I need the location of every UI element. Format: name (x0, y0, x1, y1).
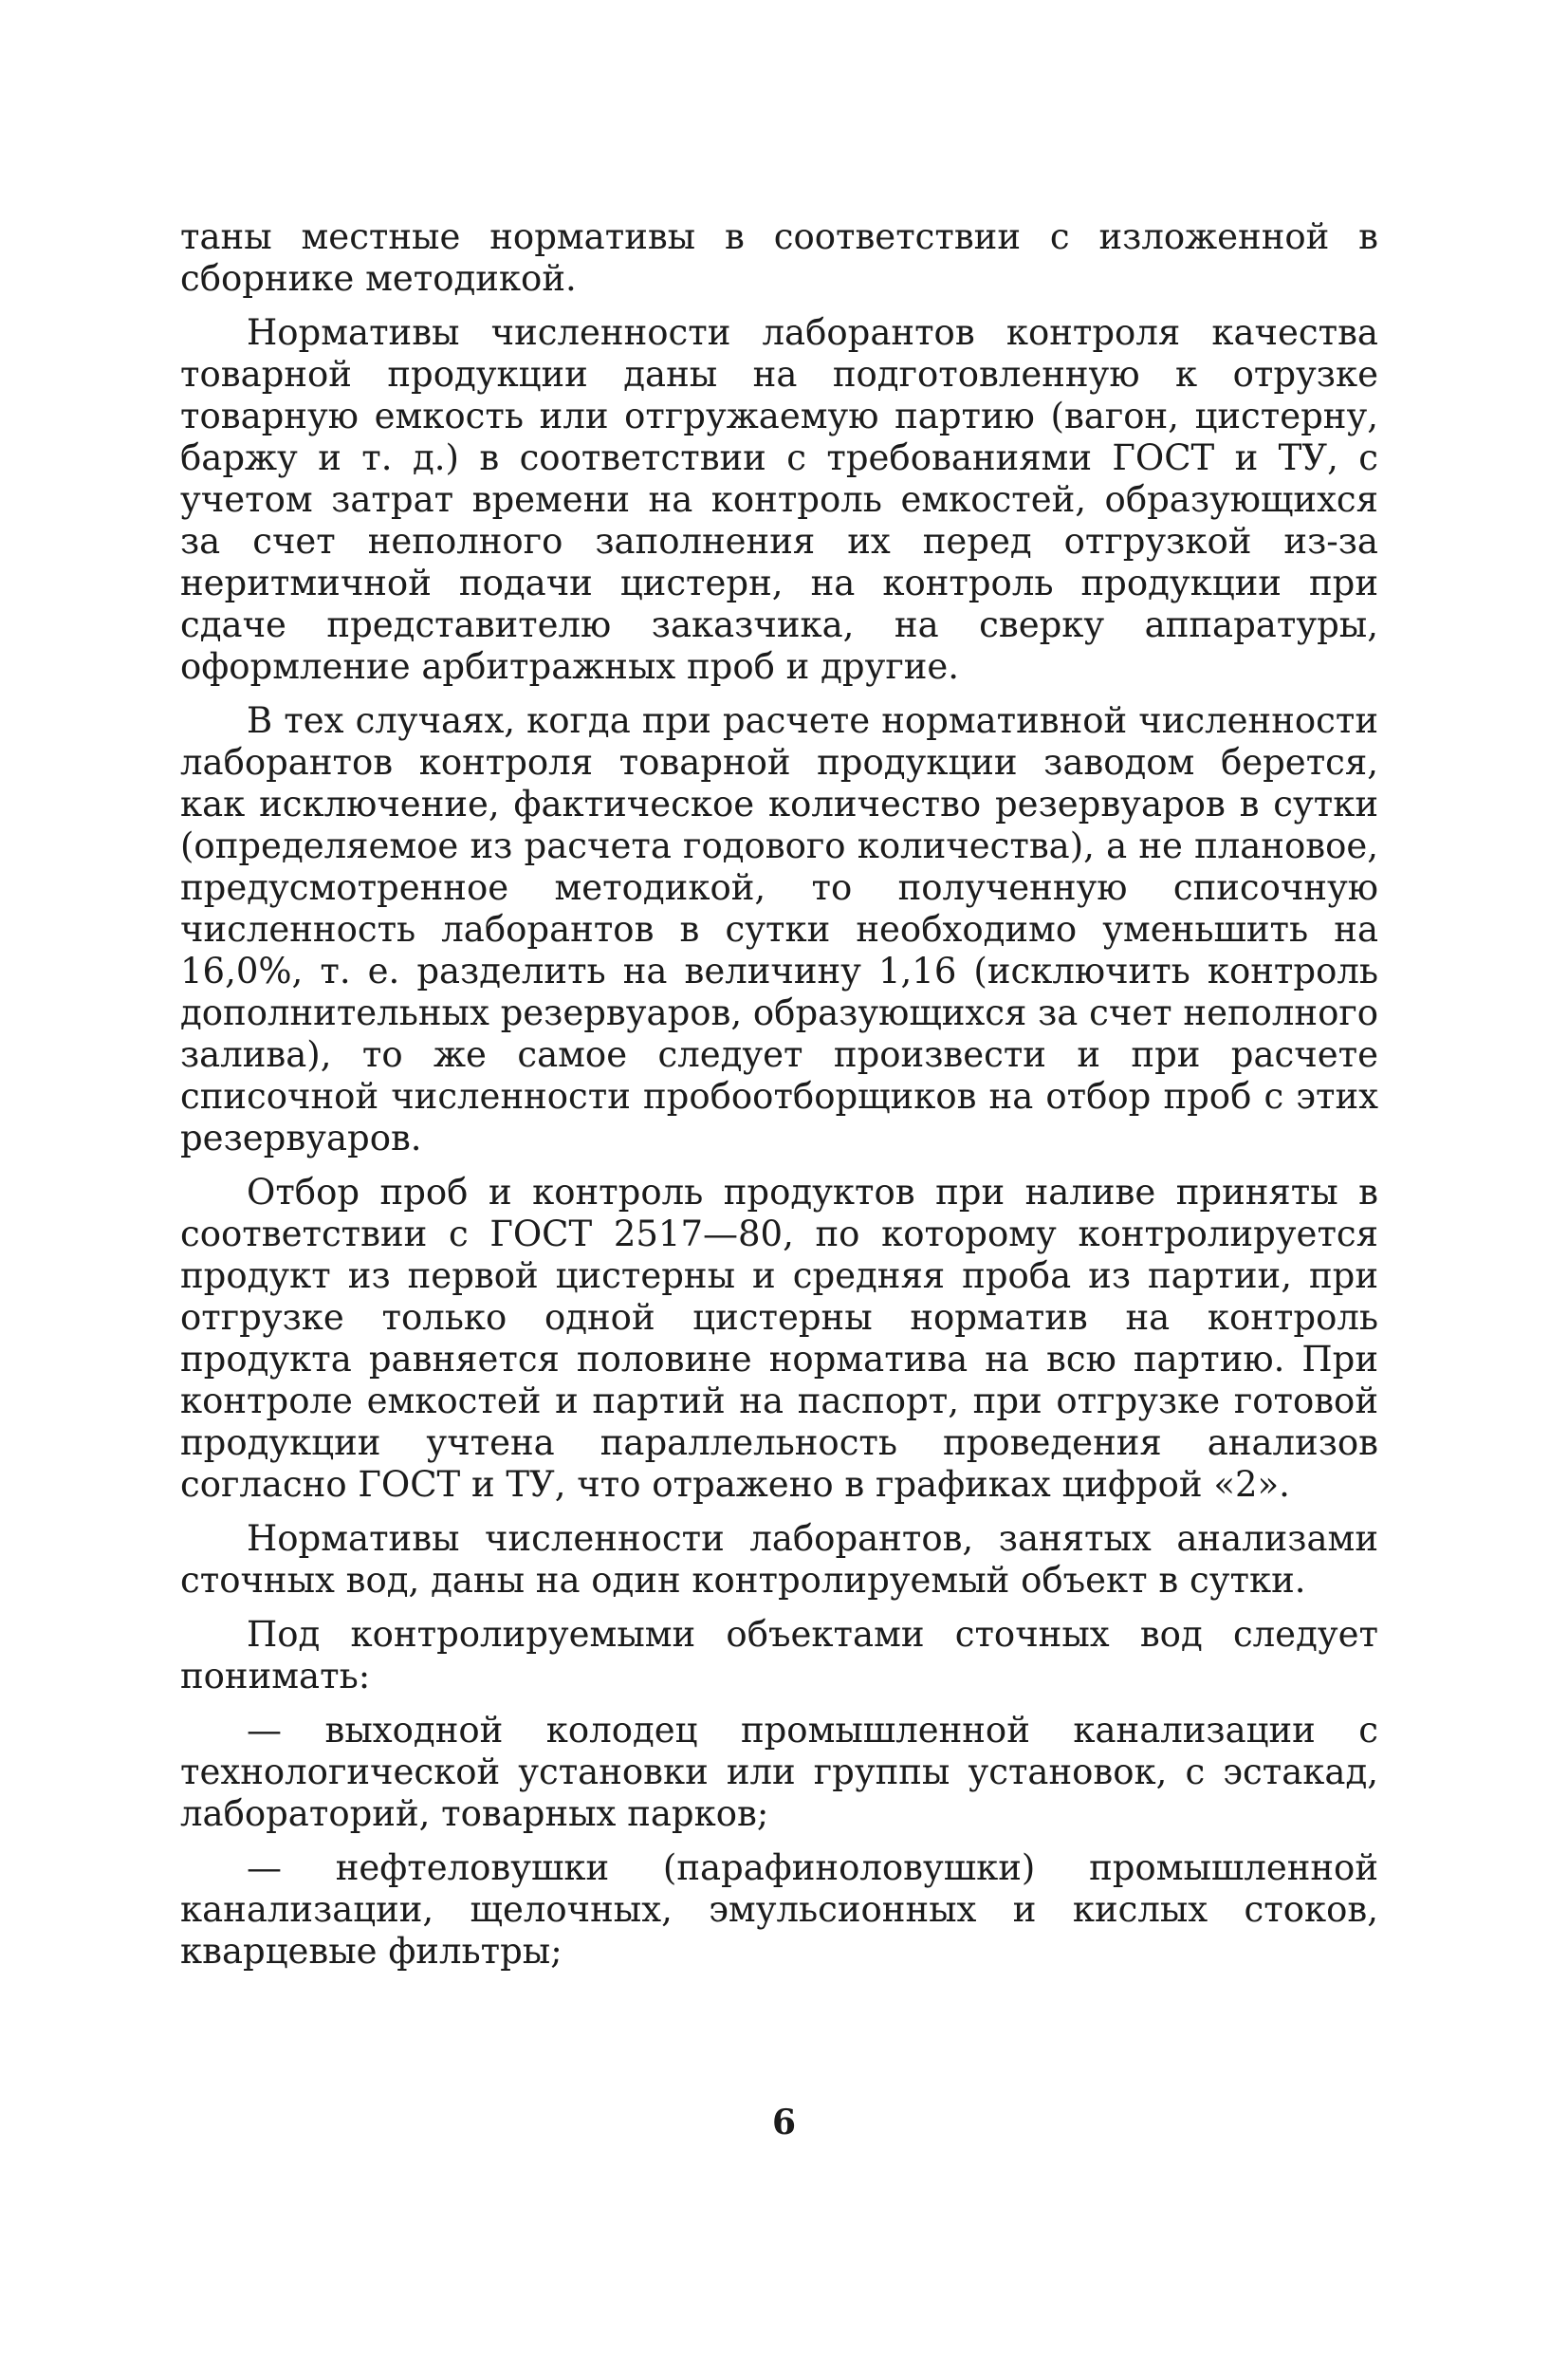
list-item-outlet-well: — выходной колодец промышленной канализации с технологической установки или группы установок, с эстакад, лабораторий, товарных парков; (180, 1710, 1378, 1834)
paragraph-controlled-objects: Под контролируемыми объектами сточных вод следует понимать: (180, 1614, 1378, 1696)
page-number: 6 (771, 2103, 797, 2142)
paragraph-wastewater-norms: Нормативы численности лаборантов, занятых анализами сточных вод, даны на один контролируемый объект в сутки. (180, 1518, 1378, 1601)
paragraph-continuation: таны местные нормативы в соответствии с изложенной в сборнике методикой. (180, 216, 1378, 299)
paragraph-sampling-gost: Отбор проб и контроль продуктов при наливе приняты в соответствии с ГОСТ 2517—80, по которому контролируется продукт из первой цистерны и средняя проба из партии, при отгрузке только одной цистерны норматив на контроль продукта равняется половине норматива на всю партию. При контроле емкостей и партий на паспорт, при отгрузке готовой продукции учтена параллельность проведения анализов согласно ГОСТ и ТУ, что отражено в графиках цифрой «2». (180, 1172, 1378, 1505)
paragraph-quality-control-norms: Нормативы численности лаборантов контроля качества товарной продукции даны на подготовленную к отрузке товарную емкость или отгружаемую партию (вагон, цистерну, баржу и т. д.) в соответствии с требованиями ГОСТ и ТУ, с учетом затрат времени на контроль емкостей, образующихся за счет неполного заполнения их перед отгрузкой из-за неритмичной подачи цистерн, на контроль продукции при сдаче представителю заказчика, на сверку аппаратуры, оформление арбитражных проб и другие. (180, 312, 1378, 687)
list-item-oil-traps: — нефтеловушки (парафиноловушки) промышленной канализации, щелочных, эмульсионных и кислых стоков, кварцевые фильтры; (180, 1847, 1378, 1972)
body-text (180, 216, 1378, 1985)
paragraph-reservoir-count-case: В тех случаях, когда при расчете нормативной численности лаборантов контроля товарной продукции заводом берется, как исключение, фактическое количество резервуаров в сутки (определяемое из расчета годового количества), а не плановое, предусмотренное методикой, то полученную списочную численность лаборантов в сутки необходимо уменьшить на 16,0%, т. е. разделить на величину 1,16 (исключить контроль дополнительных резервуаров, образующихся за счет неполного залива), то же самое следует произвести и при расчете списочной численности пробоотборщиков на отбор проб с этих резервуаров. (180, 700, 1379, 1158)
